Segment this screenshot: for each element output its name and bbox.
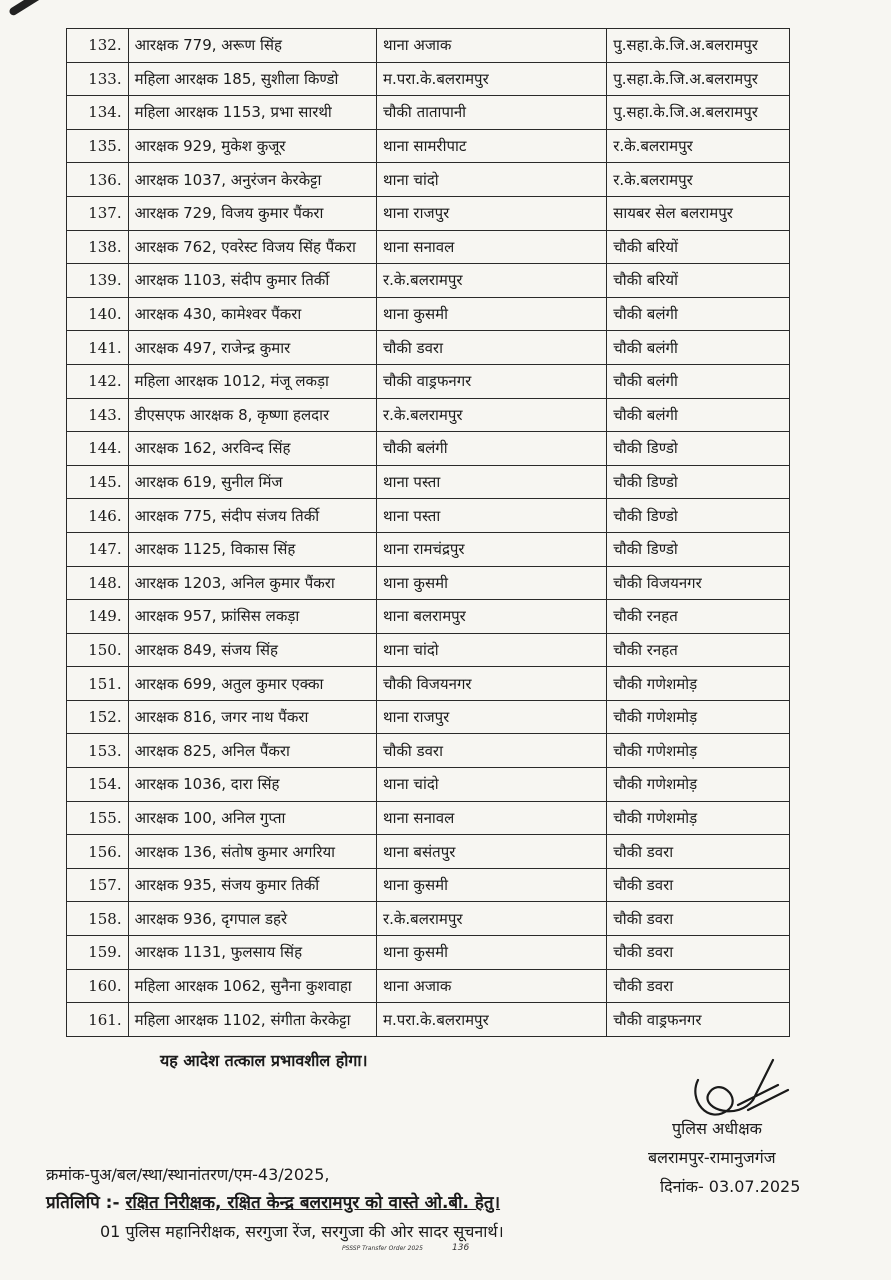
from-posting-cell: थाना रामचंद्रपुर: [376, 532, 606, 566]
from-posting-cell: थाना अजाक: [376, 969, 606, 1003]
to-posting-cell: चौकी गणेशमोड़: [607, 667, 790, 701]
from-posting-cell: र.के.बलरामपुर: [376, 902, 606, 936]
from-posting-cell: थाना सामरीपाट: [376, 129, 606, 163]
table-row: [67, 700, 790, 734]
serial-number-cell: 137.: [67, 196, 129, 230]
table-row: [67, 936, 790, 970]
table-row: [67, 331, 790, 365]
from-posting-cell: चौकी बलंगी: [376, 432, 606, 466]
table-row: [67, 902, 790, 936]
reference-number: क्रमांक-पुअ/बल/स्था/स्थानांतरण/एम-43/2025,: [46, 1165, 330, 1184]
serial-number-cell: 149.: [67, 600, 129, 634]
table-row: [67, 129, 790, 163]
serial-number-cell: 158.: [67, 902, 129, 936]
signatory-title: पुलिस अधीक्षक: [672, 1119, 762, 1138]
from-posting-cell: थाना चांदो: [376, 633, 606, 667]
serial-number-cell: 134.: [67, 96, 129, 130]
serial-number-cell: 138.: [67, 230, 129, 264]
serial-number-cell: 141.: [67, 331, 129, 365]
serial-number-cell: 156.: [67, 835, 129, 869]
serial-number-cell: 147.: [67, 532, 129, 566]
from-posting-cell: थाना सनावल: [376, 801, 606, 835]
employee-name-cell: आरक्षक 1037, अनुरंजन केरकेट्टा: [128, 163, 376, 197]
serial-number-cell: 146.: [67, 499, 129, 533]
from-posting-cell: म.परा.के.बलरामपुर: [376, 1003, 606, 1037]
employee-name-cell: आरक्षक 497, राजेन्द्र कुमार: [128, 331, 376, 365]
copy-recipient-1: 01 पुलिस महानिरीक्षक, सरगुजा रेंज, सरगुजा की ओर सादर सूचनार्थ।: [100, 1222, 504, 1241]
serial-number-cell: 159.: [67, 936, 129, 970]
from-posting-cell: थाना राजपुर: [376, 196, 606, 230]
employee-name-cell: आरक्षक 929, मुकेश कुजूर: [128, 129, 376, 163]
from-posting-cell: र.के.बलरामपुर: [376, 264, 606, 298]
employee-name-cell: आरक्षक 430, कामेश्वर पैंकरा: [128, 297, 376, 331]
from-posting-cell: थाना अजाक: [376, 29, 606, 63]
to-posting-cell: चौकी बरियों: [607, 230, 790, 264]
employee-name-cell: आरक्षक 935, संजय कुमार तिर्की: [128, 868, 376, 902]
employee-name-cell: आरक्षक 1131, फुलसाय सिंह: [128, 936, 376, 970]
from-posting-cell: र.के.बलरामपुर: [376, 398, 606, 432]
serial-number-cell: 143.: [67, 398, 129, 432]
to-posting-cell: चौकी गणेशमोड़: [607, 801, 790, 835]
from-posting-cell: चौकी डवरा: [376, 734, 606, 768]
from-posting-cell: थाना बलरामपुर: [376, 600, 606, 634]
table-row: [67, 600, 790, 634]
serial-number-cell: 132.: [67, 29, 129, 63]
to-posting-cell: चौकी बलंगी: [607, 331, 790, 365]
table-row: [67, 163, 790, 197]
employee-name-cell: आरक्षक 762, एवरेस्ट विजय सिंह पैंकरा: [128, 230, 376, 264]
copy-to-label: प्रतिलिपि :-: [46, 1193, 120, 1213]
table-row: [67, 969, 790, 1003]
serial-number-cell: 144.: [67, 432, 129, 466]
to-posting-cell: चौकी डिण्डो: [607, 532, 790, 566]
table-row: [67, 196, 790, 230]
from-posting-cell: चौकी डवरा: [376, 331, 606, 365]
to-posting-cell: चौकी बलंगी: [607, 297, 790, 331]
serial-number-cell: 154.: [67, 768, 129, 802]
serial-number-cell: 150.: [67, 633, 129, 667]
employee-name-cell: महिला आरक्षक 1012, मंजू लकड़ा: [128, 364, 376, 398]
from-posting-cell: म.परा.के.बलरामपुर: [376, 62, 606, 96]
from-posting-cell: थाना चांदो: [376, 768, 606, 802]
employee-name-cell: आरक्षक 779, अरूण सिंह: [128, 29, 376, 63]
table-row: [67, 29, 790, 63]
employee-name-cell: आरक्षक 699, अतुल कुमार एक्का: [128, 667, 376, 701]
serial-number-cell: 136.: [67, 163, 129, 197]
serial-number-cell: 148.: [67, 566, 129, 600]
to-posting-cell: चौकी गणेशमोड़: [607, 700, 790, 734]
to-posting-cell: चौकी डिण्डो: [607, 465, 790, 499]
employee-name-cell: आरक्षक 162, अरविन्द सिंह: [128, 432, 376, 466]
table-row: [67, 768, 790, 802]
from-posting-cell: थाना कुसमी: [376, 297, 606, 331]
employee-name-cell: आरक्षक 825, अनिल पैंकरा: [128, 734, 376, 768]
from-posting-cell: चौकी तातापानी: [376, 96, 606, 130]
table-row: [67, 297, 790, 331]
employee-name-cell: आरक्षक 1036, दारा सिंह: [128, 768, 376, 802]
table-row: [67, 532, 790, 566]
serial-number-cell: 161.: [67, 1003, 129, 1037]
serial-number-cell: 145.: [67, 465, 129, 499]
scan-corner-mark: [8, 0, 72, 17]
table-row: [67, 264, 790, 298]
to-posting-cell: चौकी डवरा: [607, 835, 790, 869]
to-posting-cell: पु.सहा.के.जि.अ.बलरामपुर: [607, 29, 790, 63]
transfer-table-body: [67, 29, 790, 1037]
to-posting-cell: चौकी रनहत: [607, 600, 790, 634]
to-posting-cell: चौकी गणेशमोड़: [607, 734, 790, 768]
table-row: [67, 432, 790, 466]
serial-number-cell: 157.: [67, 868, 129, 902]
footer-page-number: 136: [452, 1243, 470, 1253]
from-posting-cell: थाना सनावल: [376, 230, 606, 264]
table-row: [67, 801, 790, 835]
table-row: [67, 868, 790, 902]
to-posting-cell: चौकी डिण्डो: [607, 432, 790, 466]
to-posting-cell: चौकी वाड्रफनगर: [607, 1003, 790, 1037]
from-posting-cell: चौकी वाड्रफनगर: [376, 364, 606, 398]
table-row: [67, 633, 790, 667]
serial-number-cell: 151.: [67, 667, 129, 701]
serial-number-cell: 140.: [67, 297, 129, 331]
to-posting-cell: चौकी डवरा: [607, 969, 790, 1003]
to-posting-cell: पु.सहा.के.जि.अ.बलरामपुर: [607, 62, 790, 96]
employee-name-cell: आरक्षक 619, सुनील मिंज: [128, 465, 376, 499]
copy-to-line: [46, 1190, 500, 1213]
signatory-place: बलरामपुर-रामानुजगंज: [648, 1148, 776, 1167]
table-row: [67, 566, 790, 600]
from-posting-cell: थाना कुसमी: [376, 868, 606, 902]
to-posting-cell: चौकी बलंगी: [607, 364, 790, 398]
from-posting-cell: चौकी विजयनगर: [376, 667, 606, 701]
table-row: [67, 499, 790, 533]
table-row: [67, 667, 790, 701]
table-row: [67, 465, 790, 499]
employee-name-cell: आरक्षक 936, दृगपाल डहरे: [128, 902, 376, 936]
serial-number-cell: 133.: [67, 62, 129, 96]
to-posting-cell: चौकी डवरा: [607, 902, 790, 936]
order-effective-line: यह आदेश तत्काल प्रभावशील होगा।: [160, 1051, 368, 1070]
transfer-table: [66, 28, 790, 1037]
employee-name-cell: आरक्षक 136, संतोष कुमार अगरिया: [128, 835, 376, 869]
from-posting-cell: थाना कुसमी: [376, 936, 606, 970]
employee-name-cell: आरक्षक 775, संदीप संजय तिर्की: [128, 499, 376, 533]
to-posting-cell: चौकी बलंगी: [607, 398, 790, 432]
to-posting-cell: चौकी रनहत: [607, 633, 790, 667]
employee-name-cell: आरक्षक 957, फ्रांसिस लकड़ा: [128, 600, 376, 634]
serial-number-cell: 142.: [67, 364, 129, 398]
footer-doc-label: PSSSP Transfer Order 2025: [342, 1245, 423, 1252]
to-posting-cell: चौकी डवरा: [607, 868, 790, 902]
employee-name-cell: आरक्षक 1103, संदीप कुमार तिर्की: [128, 264, 376, 298]
employee-name-cell: महिला आरक्षक 1062, सुनैना कुशवाहा: [128, 969, 376, 1003]
employee-name-cell: महिला आरक्षक 1153, प्रभा सारथी: [128, 96, 376, 130]
table-row: [67, 364, 790, 398]
serial-number-cell: 153.: [67, 734, 129, 768]
table-row: [67, 398, 790, 432]
to-posting-cell: चौकी गणेशमोड़: [607, 768, 790, 802]
table-row: [67, 62, 790, 96]
employee-name-cell: आरक्षक 849, संजय सिंह: [128, 633, 376, 667]
from-posting-cell: थाना कुसमी: [376, 566, 606, 600]
to-posting-cell: चौकी डिण्डो: [607, 499, 790, 533]
table-row: [67, 734, 790, 768]
employee-name-cell: आरक्षक 1203, अनिल कुमार पैंकरा: [128, 566, 376, 600]
employee-name-cell: आरक्षक 816, जगर नाथ पैंकरा: [128, 700, 376, 734]
employee-name-cell: महिला आरक्षक 185, सुशीला किण्डो: [128, 62, 376, 96]
to-posting-cell: चौकी बरियों: [607, 264, 790, 298]
employee-name-cell: महिला आरक्षक 1102, संगीता केरकेट्टा: [128, 1003, 376, 1037]
employee-name-cell: आरक्षक 100, अनिल गुप्ता: [128, 801, 376, 835]
table-row: [67, 1003, 790, 1037]
serial-number-cell: 160.: [67, 969, 129, 1003]
employee-name-cell: डीएसएफ आरक्षक 8, कृष्णा हलदार: [128, 398, 376, 432]
to-posting-cell: र.के.बलरामपुर: [607, 129, 790, 163]
table-row: [67, 96, 790, 130]
table-row: [67, 835, 790, 869]
employee-name-cell: आरक्षक 729, विजय कुमार पैंकरा: [128, 196, 376, 230]
to-posting-cell: र.के.बलरामपुर: [607, 163, 790, 197]
serial-number-cell: 135.: [67, 129, 129, 163]
from-posting-cell: थाना पस्ता: [376, 499, 606, 533]
to-posting-cell: चौकी डवरा: [607, 936, 790, 970]
employee-name-cell: आरक्षक 1125, विकास सिंह: [128, 532, 376, 566]
table-row: [67, 230, 790, 264]
from-posting-cell: थाना चांदो: [376, 163, 606, 197]
from-posting-cell: थाना राजपुर: [376, 700, 606, 734]
from-posting-cell: थाना पस्ता: [376, 465, 606, 499]
copy-to-recipient: रक्षित निरीक्षक, रक्षित केन्द्र बलरामपुर को वास्ते ओ.बी. हेतु।: [125, 1193, 501, 1213]
to-posting-cell: चौकी विजयनगर: [607, 566, 790, 600]
signatory-date: दिनांक- 03.07.2025: [660, 1177, 801, 1196]
serial-number-cell: 139.: [67, 264, 129, 298]
serial-number-cell: 155.: [67, 801, 129, 835]
to-posting-cell: पु.सहा.के.जि.अ.बलरामपुर: [607, 96, 790, 130]
to-posting-cell: सायबर सेल बलरामपुर: [607, 196, 790, 230]
serial-number-cell: 152.: [67, 700, 129, 734]
from-posting-cell: थाना बसंतपुर: [376, 835, 606, 869]
